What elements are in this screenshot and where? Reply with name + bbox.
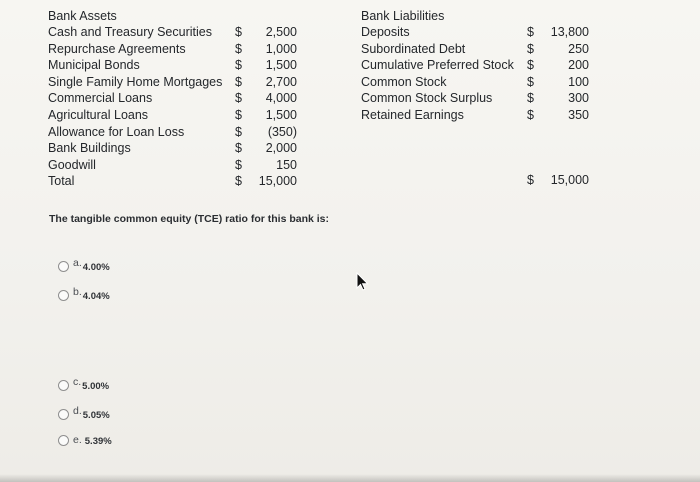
asset-label: Cash and Treasury Securities: [48, 25, 212, 39]
liability-row: [361, 24, 589, 41]
asset-row: [48, 74, 297, 91]
mouse-cursor-icon: [355, 272, 371, 292]
option-value: 4.00%: [82, 261, 110, 273]
assets-title: Bank Assets: [48, 9, 117, 23]
option-letter: d.: [73, 405, 82, 417]
asset-total-row: [48, 173, 297, 190]
currency-symbol: $: [235, 107, 242, 122]
option-b[interactable]: [58, 287, 110, 303]
liability-row: [361, 107, 589, 124]
asset-label: Single Family Home Mortgages: [48, 74, 223, 89]
asset-label: Total: [48, 174, 75, 189]
radio-button[interactable]: [58, 380, 69, 391]
currency-symbol: $: [527, 91, 534, 106]
asset-amount: 4,000: [265, 91, 297, 106]
currency-symbol: $: [235, 91, 242, 106]
asset-row: [48, 57, 297, 74]
option-value: 5.00%: [82, 380, 110, 392]
asset-label: Repurchase Agreements: [48, 41, 186, 56]
liability-row: [361, 90, 589, 107]
radio-button[interactable]: [58, 261, 69, 272]
currency-symbol: $: [527, 58, 534, 73]
currency-symbol: $: [527, 107, 534, 122]
liability-amount: 13,800: [550, 25, 589, 39]
asset-amount: 1,500: [265, 58, 297, 73]
asset-row: [48, 90, 297, 107]
asset-row: [48, 124, 297, 141]
option-letter: b.: [73, 286, 82, 298]
asset-label: Bank Buildings: [48, 141, 131, 156]
liability-label: Common Stock: [361, 74, 447, 89]
asset-amount: 15,000: [258, 174, 297, 189]
radio-button[interactable]: [58, 409, 69, 420]
liability-row: [361, 41, 589, 58]
currency-symbol: $: [235, 58, 242, 73]
liability-row: [361, 74, 589, 91]
liability-amount: 100: [568, 74, 589, 89]
radio-button[interactable]: [58, 435, 69, 446]
liability-amount: 350: [568, 107, 589, 122]
currency-symbol: $: [235, 174, 242, 189]
option-c[interactable]: [58, 377, 109, 393]
liability-label: Cumulative Preferred Stock: [361, 58, 514, 73]
liability-total-row: [361, 172, 601, 189]
currency-symbol: $: [235, 41, 242, 56]
currency-symbol: $: [527, 173, 534, 187]
liability-label: Subordinated Debt: [361, 41, 466, 56]
option-d[interactable]: [58, 406, 110, 422]
currency-symbol: $: [527, 41, 534, 56]
liability-amount: 200: [568, 58, 589, 73]
asset-amount: 2,500: [265, 25, 297, 39]
liability-row: [361, 57, 589, 74]
option-e[interactable]: [58, 432, 112, 448]
option-letter: c.: [73, 376, 82, 388]
option-value: 4.04%: [82, 290, 110, 302]
liabilities-title: Bank Liabilities: [361, 9, 445, 23]
asset-row: [48, 157, 297, 174]
liability-label: Common Stock Surplus: [361, 91, 493, 106]
currency-symbol: $: [235, 141, 242, 156]
asset-amount: 1,000: [265, 41, 297, 56]
asset-amount: 1,500: [265, 107, 297, 122]
bank-assets-table: [48, 8, 297, 190]
asset-label: Agricultural Loans: [48, 107, 149, 122]
asset-amount: 150: [276, 157, 297, 172]
asset-row: [48, 24, 297, 41]
liability-total-amount: 15,000: [550, 173, 589, 187]
asset-amount: 2,000: [265, 141, 297, 156]
asset-label: Allowance for Loan Loss: [48, 124, 185, 139]
liability-label: Retained Earnings: [361, 107, 464, 122]
asset-label: Municipal Bonds: [48, 58, 140, 73]
asset-row: [48, 140, 297, 157]
currency-symbol: $: [235, 74, 242, 89]
liability-amount: 300: [568, 91, 589, 106]
asset-amount: 2,700: [265, 74, 297, 89]
bank-liabilities-table: [361, 8, 589, 124]
asset-row: [48, 41, 297, 58]
bottom-edge-shadow: [0, 474, 700, 482]
option-value: 5.39%: [84, 435, 112, 447]
liability-label: Deposits: [361, 25, 410, 39]
option-a[interactable]: [58, 258, 110, 274]
asset-label: Commercial Loans: [48, 91, 153, 106]
question-text: The tangible common equity (TCE) ratio for this bank is:: [49, 213, 330, 225]
asset-label: Goodwill: [48, 157, 96, 172]
asset-row: [48, 107, 297, 124]
currency-symbol: $: [527, 74, 534, 89]
currency-symbol: $: [235, 25, 242, 39]
currency-symbol: $: [235, 124, 242, 139]
option-value: 5.05%: [82, 409, 110, 421]
radio-button[interactable]: [58, 290, 69, 301]
option-letter: e.: [73, 434, 82, 446]
currency-symbol: $: [527, 25, 534, 39]
option-letter: a.: [73, 257, 82, 269]
currency-symbol: $: [235, 157, 242, 172]
liability-amount: 250: [568, 41, 589, 56]
asset-amount: (350): [267, 124, 297, 139]
